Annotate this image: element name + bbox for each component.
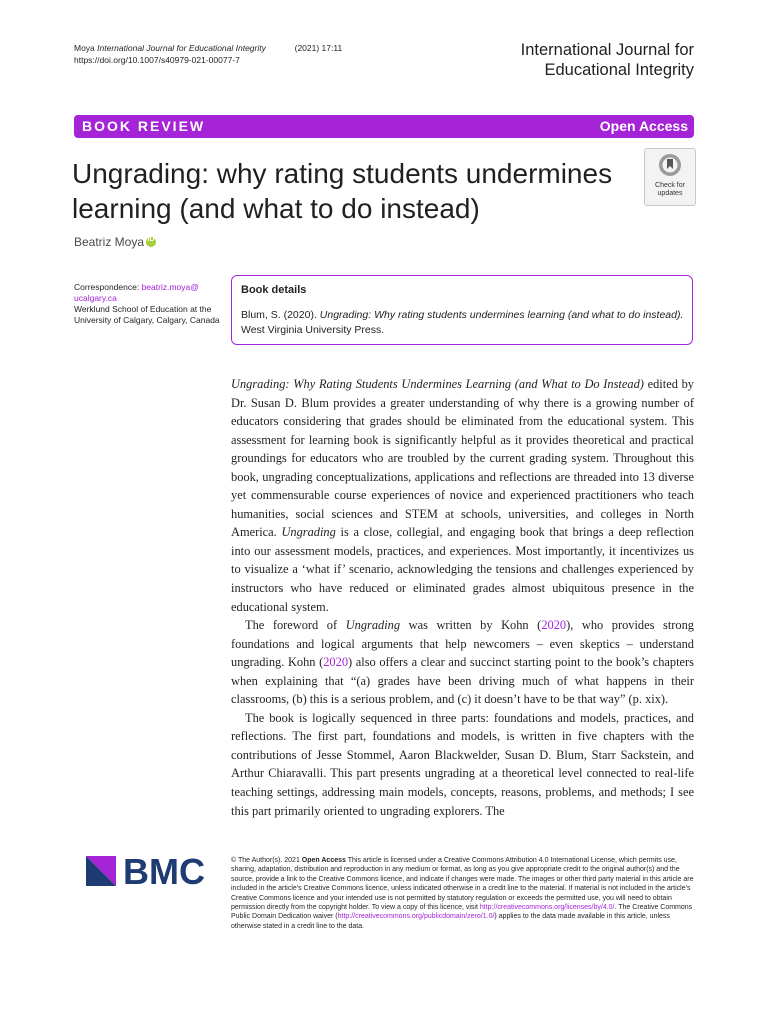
license-text-a: © The Author(s). 2021 (231, 857, 302, 864)
author-name[interactable]: Beatriz Moya (74, 235, 145, 249)
license-notice (231, 856, 694, 931)
p2-text-a: The foreword of (245, 618, 346, 633)
bmc-logo-text: BMC (123, 851, 205, 890)
book-details-heading: Book details (241, 284, 307, 296)
affiliation: Werklund School of Education at the University of Calgary, Calgary, Canada (74, 304, 220, 325)
journal-title (521, 40, 694, 80)
p1-italic-ungrading: Ungrading (281, 525, 336, 540)
journal-title-line1: International Journal for (520, 41, 694, 59)
article-title: Ungrading: why rating students undermines learning (and what to do instead) (72, 158, 613, 224)
book-ref-title: Ungrading: Why rating students undermines learning (and what to do instead). (319, 309, 684, 321)
check-updates-icon (658, 153, 682, 177)
article-body (231, 375, 694, 820)
correspondence-block (74, 282, 224, 326)
open-access-label: Open Access (599, 118, 688, 134)
license-text-c: This article is licensed under a Creative Commons Attribution 4.0 International License, which permits use, sharing, adaptation, distribution and reproduction in any medium or format, as long as you give appropriate credit to the original author(s) and the source, provide a link to the Creative Commons licence, and indicate if changes were made. The images or other third party material in this article are included in the article's Creative Commons licence, unless indicated otherwise in a credit line to the material. If material is not included in the article's Creative Commons licence and your intended use is not permitted by statutory regulation or exceeds the permitted use, you will need to obtain permission directly from the copyright holder. To view a copy of this licence, visit (231, 857, 694, 912)
paragraph-1 (231, 375, 694, 616)
doi-link[interactable]: https://doi.org/10.1007/s40979-021-00077-7 (74, 55, 240, 65)
license-text-e: ) applies to the data made available in this article, unless otherwise stated in a credit line to the data. (231, 913, 670, 930)
citation-link[interactable]: 2020 (323, 655, 349, 670)
p2-text-c: ), who provides strong foundations and logical arguments that help newcomers – even skeptics – understand ungrading. Kohn ( (231, 618, 694, 670)
paragraph-3: The book is logically sequenced in three parts: foundations and models, practices, and reflections. The first part, foundations and models, is written in five chapters with the contributions of Jesse Stommel, Aaron Blackwelder, Susan D. Blum, Starr Sackstein, and Arthur Chiaravalli. This part presents ungrading at a theoretical level connected to real-life teaching settings, addressing main models, concepts, reasons, problems, and methods; I see this part primarily oriented to ungrading explorers. The (231, 710, 694, 818)
check-updates-line2: updates (657, 190, 683, 197)
bmc-logo (86, 850, 214, 890)
running-header (74, 42, 342, 54)
book-details-box (231, 275, 693, 345)
book-ref-suffix: West Virginia University Press. (241, 324, 385, 336)
book-reference (241, 308, 685, 338)
correspondence-email-part2[interactable]: ucalgary.ca (74, 293, 117, 303)
correspondence-label: Correspondence: (74, 282, 142, 292)
p1-text-b: is a close, collegial, and engaging book that brings a deep reflection into our assessment models, practices, and experiences. Most importantly, it incentivizes us to visualize a ‘what if’ scenario, acknowledging the tensions and challenges experienced by instructors who have reduced or eliminated grades almost ubiquitous presence in the educational system. (231, 525, 694, 614)
header-year-volume: (2021) 17:11 (294, 43, 343, 53)
check-updates-line1: Check for (655, 182, 685, 189)
correspondence-email-part1[interactable]: beatriz.moya@ (141, 282, 199, 292)
book-title-italic: Ungrading: Why Rating Students Undermines Learning (and What to Do Instead) (231, 377, 644, 391)
license-link-cc-by[interactable]: http://creativecommons.org/licenses/by/4.0/ (479, 904, 615, 912)
article-type-banner (74, 115, 694, 138)
author-line (74, 235, 156, 249)
orcid-icon[interactable]: iD (146, 237, 156, 247)
journal-title-line2: Educational Integrity (544, 61, 694, 79)
citation-link[interactable]: 2020 (541, 618, 567, 633)
article-type-label: BOOK REVIEW (82, 118, 206, 134)
p2-text-b: was written by Kohn ( (400, 618, 542, 633)
p2-italic-ungrading: Ungrading (345, 618, 401, 633)
header-journal: International Journal for Educational Integrity (97, 43, 266, 53)
p2-text-d: ) also offers a clear and succinct starting point to the book’s chapters when explaining that “(a) grades have been driving much of what happens in their classrooms, (b) this is a serious problem, and (c) it doesn’t have to be that way” (p. xix). (231, 655, 694, 707)
license-link-cc0[interactable]: http://creativecommons.org/publicdomain/zero/1.0/ (337, 913, 495, 921)
header-author: Moya (74, 43, 95, 53)
license-text-d: . The Creative Commons Public Domain Dedication waiver ( (231, 904, 693, 921)
book-ref-prefix: Blum, S. (2020). (241, 309, 320, 321)
check-for-updates-button[interactable] (644, 148, 696, 206)
p1-text-a: edited by Dr. Susan D. Blum provides a greater understanding of why there is a growing number of educators considering that grades should be eliminated from the educational system. This assessment for learning book is significantly helpful as it provides theoretical and practical groundings for educators who are troubled by the current grading system. Throughout this book, ungrading conceptualizations, applications and reflections are threaded into 13 diverse yet commensurable course experiences of novice and experienced practitioners who teach humanities, social sciences and STEM at schools, universities, and colleges in North America. (231, 377, 694, 540)
license-open-access: Open Access (301, 857, 346, 864)
paragraph-2 (231, 616, 694, 709)
